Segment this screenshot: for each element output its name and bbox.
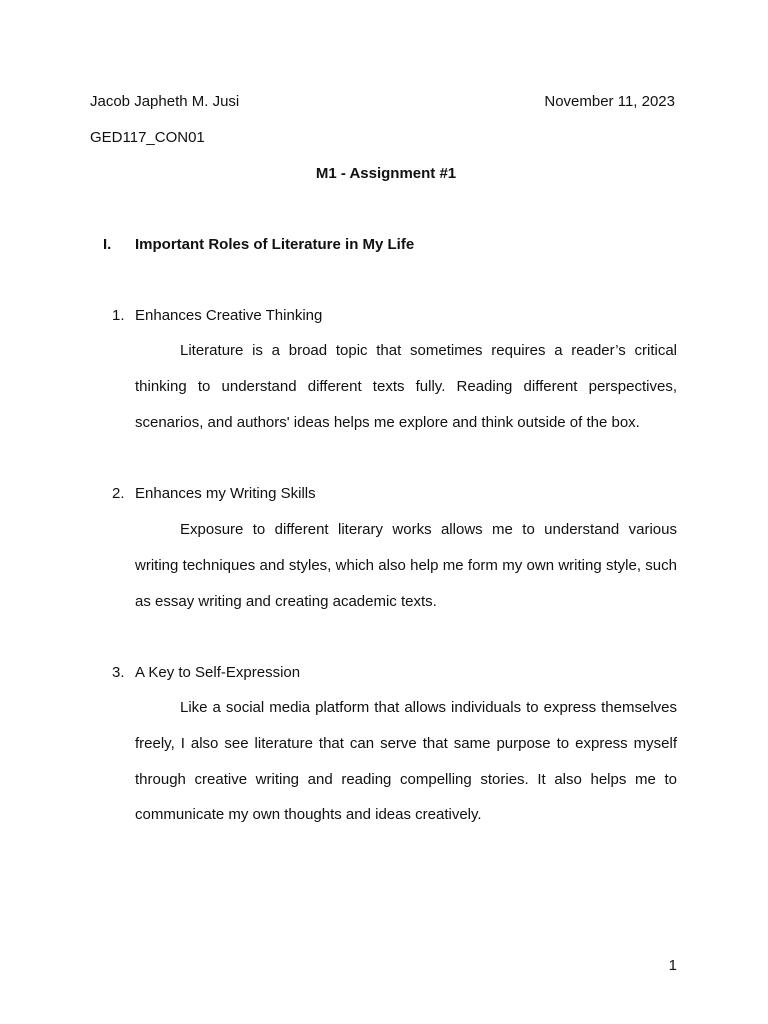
list-item-heading: Enhances Creative Thinking: [135, 307, 323, 324]
page-number: 1: [668, 957, 677, 974]
list-item-paragraph: Literature is a broad topic that sometimes requires a reader’s critical thinking to understand different texts fully. Reading different perspectives, scenarios, and authors' ideas helps me explore and think outside of the box.: [135, 342, 677, 431]
list-item-number: 2.: [112, 485, 125, 502]
author-name: Jacob Japheth M. Jusi: [90, 93, 240, 110]
section-numeral: I.: [103, 236, 112, 253]
list-item-paragraph: Like a social media platform that allows individuals to express themselves freely, I also see literature that can serve that same purpose to express myself through creative writing and reading compelling stories. It also helps me to communicate my own thoughts and ideas creatively.: [135, 699, 677, 824]
list-item-heading: Enhances my Writing Skills: [135, 485, 316, 502]
page-title: M1 - Assignment #1: [315, 165, 457, 182]
list-item-number: 3.: [112, 664, 125, 681]
list-item-heading: A Key to Self-Expression: [135, 664, 301, 681]
section-heading: Important Roles of Literature in My Life: [135, 236, 415, 253]
course-code: GED117_CON01: [90, 129, 205, 146]
list-item-number: 1.: [112, 307, 125, 324]
document-date: November 11, 2023: [544, 93, 675, 110]
list-item-paragraph: Exposure to different literary works allows me to understand various writing techniques and styles, which also help me form my own writing style, such as essay writing and creating academic texts.: [135, 521, 677, 610]
